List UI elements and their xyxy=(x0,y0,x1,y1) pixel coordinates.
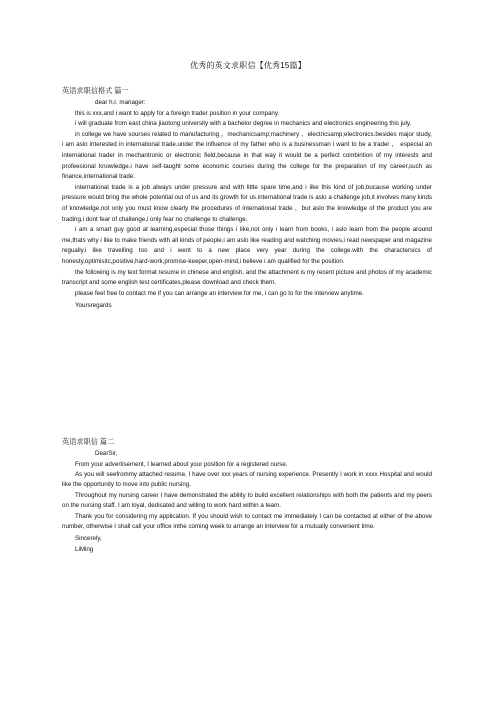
letter-greeting: dear h.r. manager: xyxy=(95,99,146,106)
letter-paragraph: As you will seefrommy attached resume, I have over xxx years of nursing experience. Presently I work in xxxx Hospital and would like the opportunity to move into public nursing. xyxy=(62,471,432,489)
section-heading: 英语求职信格式 篇一 xyxy=(62,86,129,95)
letter-greeting: DearSir, xyxy=(95,450,118,457)
letter-closing: Sincerely, xyxy=(75,535,102,543)
letter-signoff: Yoursregards xyxy=(75,302,112,310)
letter-paragraph: please feel free to contact me if you can arrange an interview for me, i can go to for the interview anytime. xyxy=(75,289,364,297)
letter-paragraph: i will graduate from east china jiaotong university with a bachelor degree in mechanics and electronics engineering this july. xyxy=(75,120,412,128)
letter-paragraph: From your advertisement, I learned about your position for a registered nurse. xyxy=(75,460,288,468)
letter-paragraph: this is xxx,and i want to apply for a foreign trader position in your company. xyxy=(75,109,280,117)
letter-signature: LiMing xyxy=(75,546,94,554)
letter-paragraph: i am a smart guy good at learning,especial those things i like,not only i learn from books, i aslo learn from the people around me,thats why i like to make friends with all kinds of people.i am aslo like reading and watching movies,i read newspaper and magazine regually.i like travelling too and i went to a new place very year during the college.with the charactersics of honesty,optimisitc,positive,hard-work,promise-keeper,open-mind,i believe i am qualified for the position. xyxy=(62,226,432,265)
letter-paragraph: international trade is a job always under pressure and with little spare time,and i like this kind of job,bucause working under pressure would bring the whole potential out of us and its growth for us.international trade is aslo a challenge job,it involves many kinds of knowledge,not only you must know clearly the procedures of international trade ，but aslo the knowledge of the product you are trading.i dont fear of challenge,i only fear no challenge to challenge. xyxy=(62,183,432,223)
letter-paragraph: in college we have sourses related to manufacturing ，mechanicsamp;machinery ，electricsamp;electronics.besides major study, i am aslo interested in international trade.under the influence of my father who is a businessman i want to be a trader ， especial an international trader in mechantronic or electronic field,because in that way it would be a perfect combintion of my interests and profeesional knowledge.i have self-taught some economic courses during the college for the preparation of my career,such as finance,international trade. xyxy=(62,130,432,181)
letter-paragraph: Thank you for considering my application. If you should wish to contact me immediately I can be contacted at either of the above number, otherwise I shall call your office inthe coming week to arrange an interview for a mutually convenient time. xyxy=(62,512,432,531)
cover-letter-section-2 xyxy=(62,436,432,556)
letter-paragraph: the following is my text format resume in chinese and english, and the attachment is my recent picture and photos of my academic transcript and some english test certificates,please download and check them. xyxy=(62,268,432,287)
document-title: 优秀的英文求职信【优秀15篇】 xyxy=(190,61,306,70)
cover-letter-section-1 xyxy=(62,85,432,312)
section-heading: 英语求职信 篇二 xyxy=(62,437,115,446)
letter-paragraph: Throughout my nursing career I have demonstrated the ability to build excellent relationships with both the patients and my peers on the nursing staff. I am loyal, dedicated and willing to work hard within a team. xyxy=(62,491,432,510)
